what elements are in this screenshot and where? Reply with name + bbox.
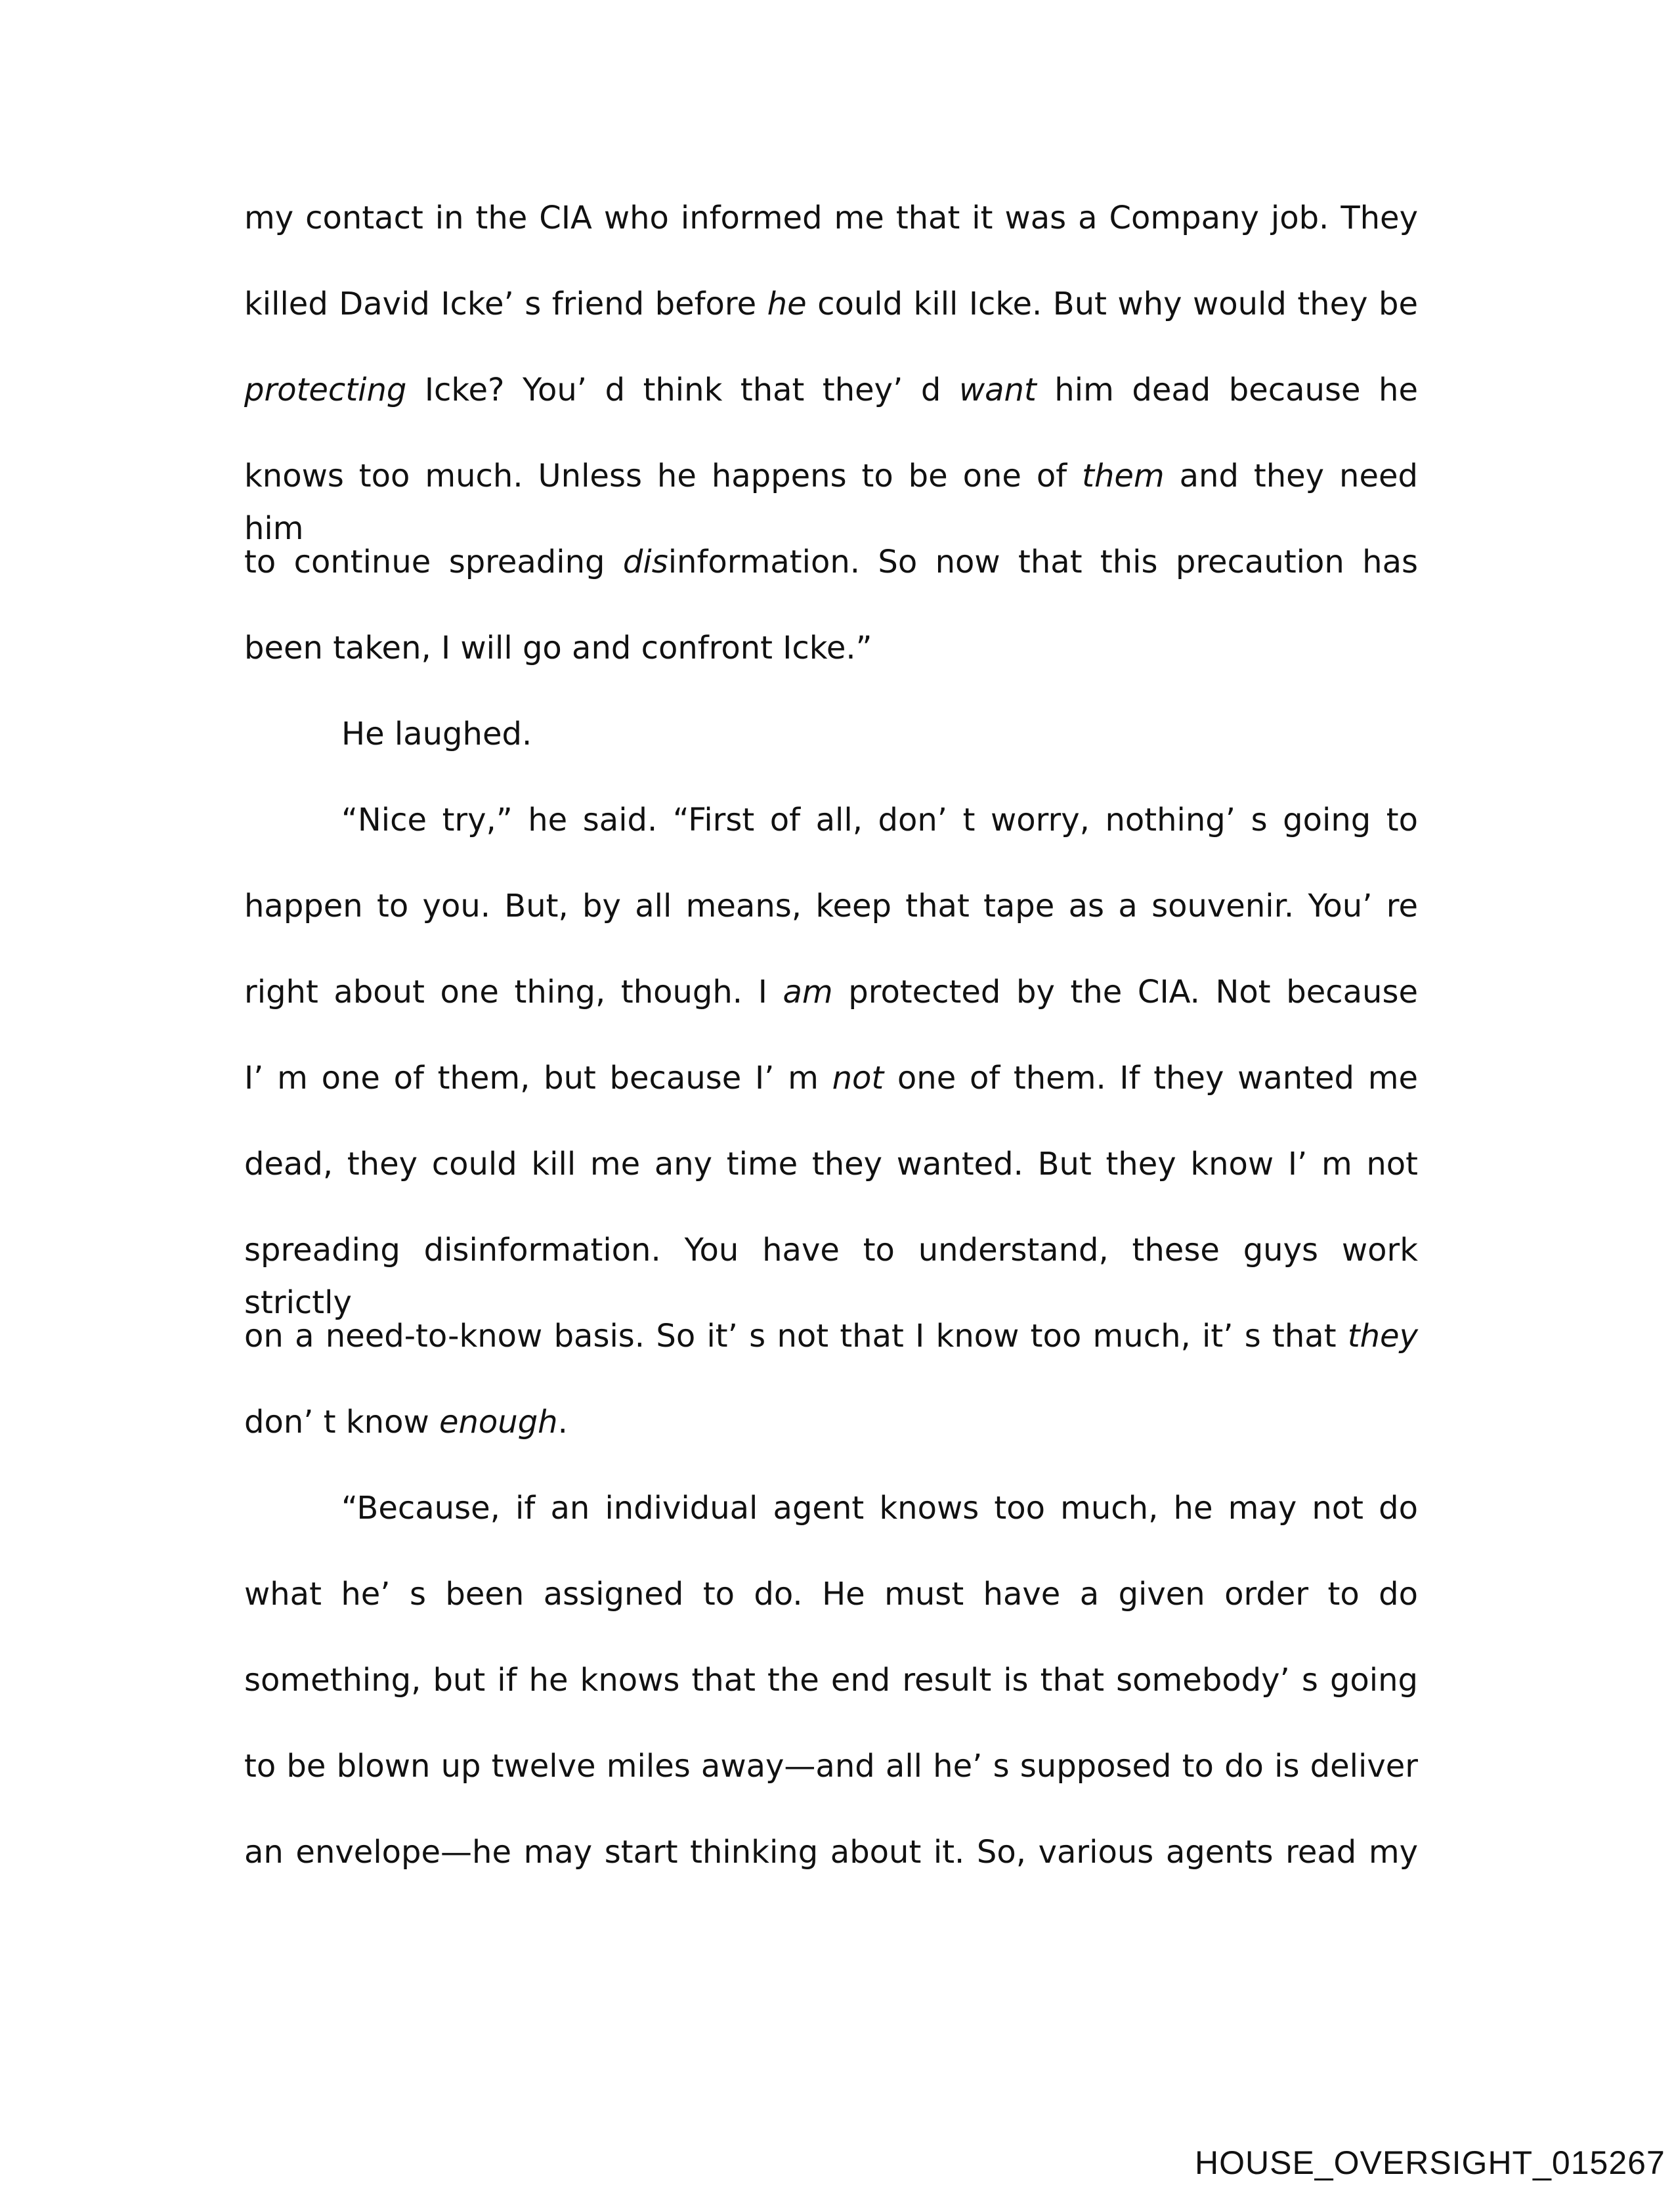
text-run: what he’ s been assigned to do. He must have a given order to do [244, 1576, 1418, 1613]
body-text-line [244, 450, 1418, 547]
text-run: an envelope—he may start thinking about it. So, various agents read my [244, 1834, 1418, 1871]
italic-text: they [1347, 1318, 1418, 1355]
body-text-line [244, 1568, 1418, 1620]
text-run: right about one thing, though. I [244, 974, 783, 1010]
text-run: been taken, I will go and confront Icke.” [244, 630, 872, 666]
body-text-line [244, 1396, 1418, 1448]
text-run: killed David Icke’ s friend before [244, 286, 767, 322]
text-run: protected by the CIA. Not because [832, 974, 1418, 1010]
body-text-line [244, 364, 1418, 416]
body-text-line [244, 1826, 1418, 1878]
text-run: knows too much. Unless he happens to be one of [244, 458, 1083, 494]
body-text-line [244, 1224, 1418, 1321]
body-text-line [244, 1138, 1418, 1190]
text-run: and they need him [244, 458, 1418, 547]
italic-text: enough [439, 1404, 558, 1441]
text-run: information. So now that this precaution has [668, 544, 1419, 580]
text-run: on a need-to-know basis. So it’ s not that I know too much, it’ s that [244, 1318, 1348, 1355]
text-run: don’ t know [244, 1404, 439, 1441]
body-text-line [244, 1310, 1418, 1362]
body-text-line [244, 536, 1418, 588]
text-run: to be blown up twelve miles away—and all he’ s supposed to do is deliver [244, 1748, 1418, 1785]
body-text-line [244, 622, 1418, 674]
text-run: to continue spreading [244, 544, 623, 580]
text-run: dead, they could kill me any time they wanted. But they know I’ m not [244, 1146, 1418, 1182]
text-run: spreading disinformation. You have to understand, these guys work strictly [244, 1232, 1418, 1321]
italic-text: he [767, 286, 807, 322]
text-run: . [557, 1404, 568, 1441]
italic-text: not [832, 1060, 884, 1096]
body-text-line [341, 794, 1418, 846]
text-run: happen to you. But, by all means, keep that tape as a souvenir. You’ re [244, 888, 1418, 924]
text-run: Icke? You’ d think that they’ d [406, 372, 959, 408]
body-text-line [244, 966, 1418, 1018]
text-run: my contact in the CIA who informed me that it was a Company job. They [244, 200, 1418, 236]
body-text-line [244, 192, 1418, 244]
body-text-line [244, 1740, 1418, 1792]
body-text-line [341, 1482, 1418, 1534]
body-text-line [244, 1052, 1418, 1104]
italic-text: them [1082, 458, 1165, 494]
italic-text: protecting [244, 372, 407, 408]
text-run: I’ m one of them, but because I’ m [244, 1060, 832, 1096]
italic-text: dis [622, 544, 668, 580]
italic-text: want [958, 372, 1037, 408]
bates-number: HOUSE_OVERSIGHT_015267 [1195, 2144, 1665, 2181]
text-run: “Because, if an individual agent knows too much, he may not do [341, 1490, 1418, 1527]
body-text-line [244, 278, 1418, 330]
body-text-line [244, 880, 1418, 932]
body-text-line [341, 708, 1418, 760]
text-run: “Nice try,” he said. “First of all, don’ t worry, nothing’ s going to [341, 802, 1418, 838]
text-run: He laughed. [341, 716, 532, 752]
italic-text: am [783, 974, 833, 1010]
text-run: could kill Icke. But why would they be [806, 286, 1419, 322]
text-run: him dead because he [1036, 372, 1419, 408]
text-run: something, but if he knows that the end result is that somebody’ s going [244, 1662, 1418, 1699]
text-run: one of them. If they wanted me [884, 1060, 1418, 1096]
body-text-line [244, 1654, 1418, 1706]
